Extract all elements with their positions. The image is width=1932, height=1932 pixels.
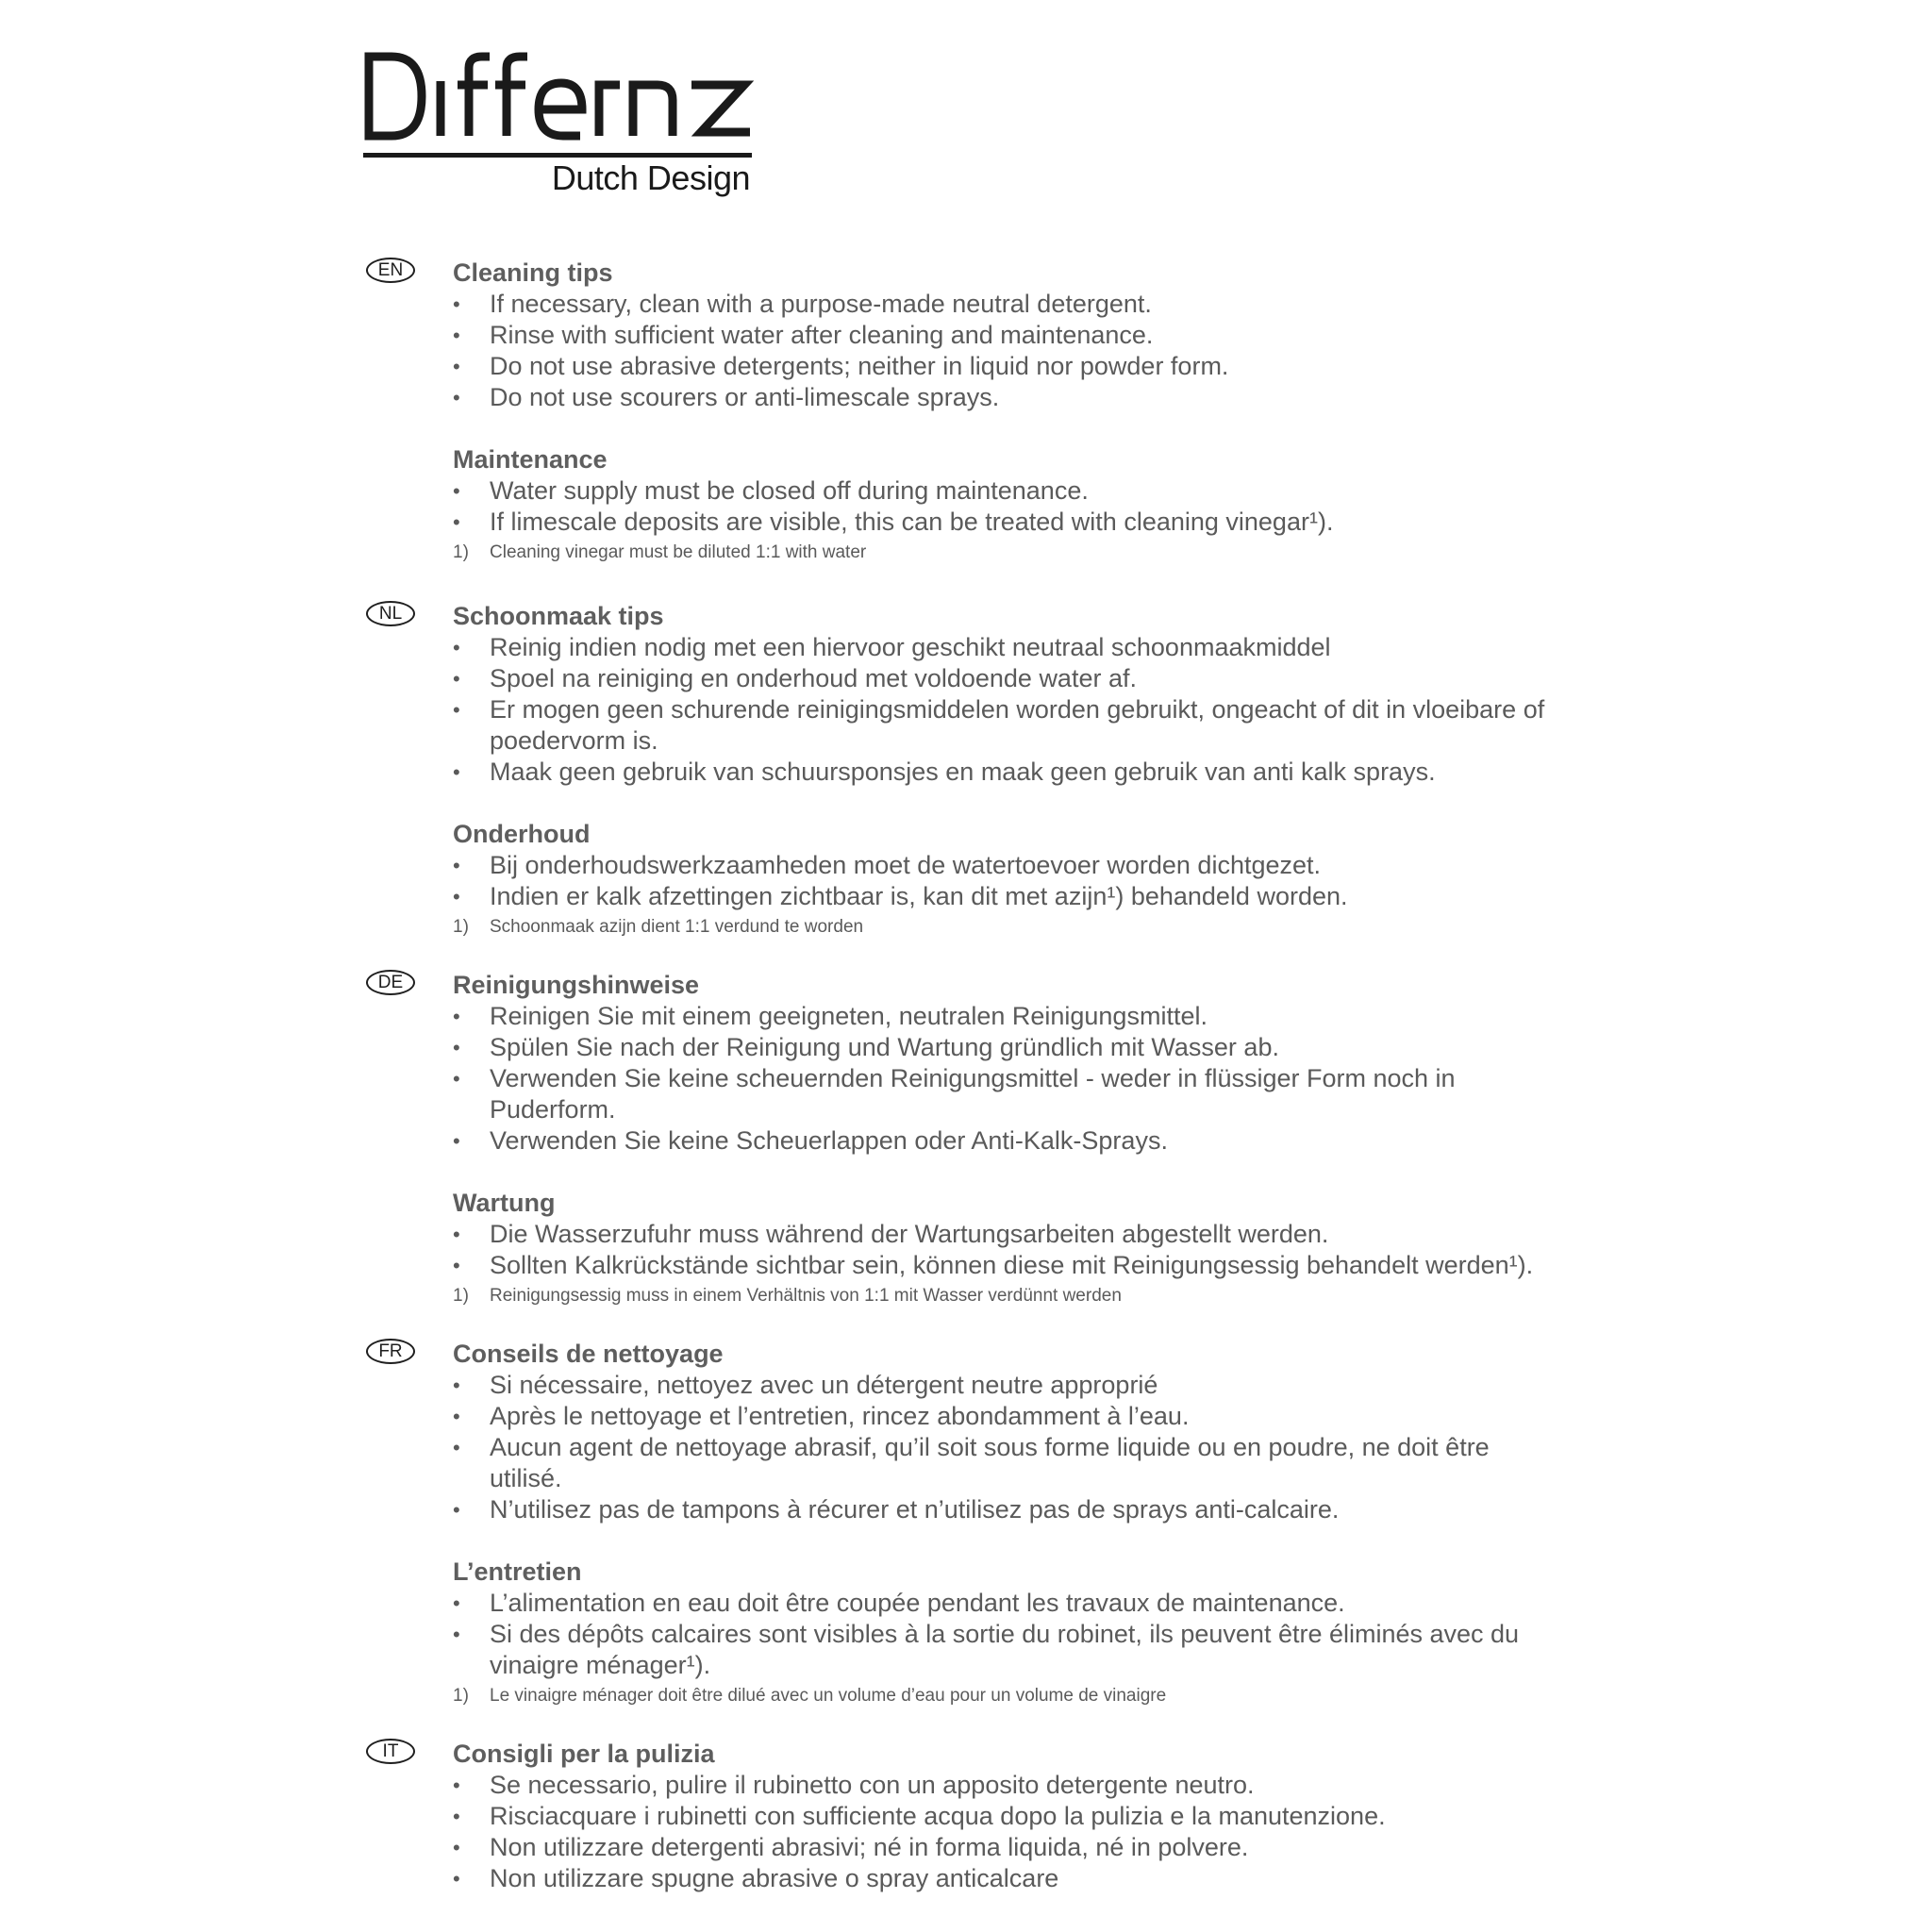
section-nl — [0, 601, 1932, 941]
list-item: • Spoel na reiniging en onderhoud met voldoende water af. — [453, 664, 1137, 692]
list-item: • Indien er kalk afzettingen zichtbaar is, kan dit met azijn¹) behandeld worden. — [453, 882, 1348, 910]
list-item: • Si des dépôts calcaires sont visibles à la sortie du robinet, ils peuvent être éliminés avec du vinaigre ménager¹). — [453, 1620, 1520, 1679]
list-item: • Reinig indien nodig met een hiervoor geschikt neutraal schoonmaakmiddel — [453, 633, 1331, 661]
section-en — [0, 258, 1932, 566]
cleaning-tips-heading: Schoonmaak tips — [453, 602, 664, 630]
list-item: • Non utilizzare spugne abrasive o spray anticalcare — [453, 1864, 1059, 1892]
language-badge-nl: NL — [366, 601, 415, 626]
list-item: • Rinse with sufficient water after cleaning and maintenance. — [453, 321, 1154, 349]
language-badge-it: IT — [366, 1739, 415, 1764]
list-item: • Die Wasserzufuhr muss während der Wartungsarbeiten abgestellt werden. — [453, 1220, 1329, 1248]
section-fr — [0, 1339, 1932, 1709]
cleaning-tips-heading: Consigli per la pulizia — [453, 1740, 715, 1768]
cleaning-tips-list — [453, 1001, 1566, 1157]
list-item: • Bij onderhoudswerkzaamheden moet de watertoevoer worden dichtgezet. — [453, 851, 1322, 879]
footnote: 1) Schoonmaak azijn dient 1:1 verdund te worden — [453, 917, 864, 937]
maintenance-list — [453, 850, 1566, 912]
maintenance-list — [453, 1219, 1566, 1281]
cleaning-tips-list — [453, 1770, 1566, 1894]
list-item: • If necessary, clean with a purpose-made neutral detergent. — [453, 290, 1152, 318]
language-badge-fr: FR — [366, 1339, 415, 1364]
list-item: • Verwenden Sie keine Scheuerlappen oder Anti-Kalk-Sprays. — [453, 1126, 1168, 1155]
brand-logo — [363, 47, 759, 208]
list-item: • N’utilisez pas de tampons à récurer et n’utilisez pas de sprays anti-calcaire. — [453, 1495, 1340, 1524]
cleaning-tips-heading: Conseils de nettoyage — [453, 1340, 724, 1368]
footnote: 1) Cleaning vinegar must be diluted 1:1 with water — [453, 542, 867, 562]
list-item: • Après le nettoyage et l’entretien, rincez abondamment à l’eau. — [453, 1402, 1190, 1430]
list-item: • Reinigen Sie mit einem geeigneten, neutralen Reinigungsmittel. — [453, 1002, 1208, 1030]
cleaning-tips-heading: Reinigungshinweise — [453, 971, 700, 999]
footnote: 1) Le vinaigre ménager doit être dilué avec un volume d’eau pour un volume de vinaigre — [453, 1686, 1167, 1706]
maintenance-heading: L’entretien — [453, 1557, 582, 1586]
list-item: • Non utilizzare detergenti abrasivi; né in forma liquida, né in polvere. — [453, 1833, 1249, 1861]
maintenance-list — [453, 475, 1566, 538]
list-item: • Sollten Kalkrückstände sichtbar sein, können diese mit Reinigungsessig behandelt werden¹). — [453, 1251, 1534, 1279]
list-item: • Spülen Sie nach der Reinigung und Wartung gründlich mit Wasser ab. — [453, 1033, 1279, 1061]
cleaning-tips-heading: Cleaning tips — [453, 258, 613, 287]
cleaning-tips-list — [453, 1370, 1566, 1525]
list-item: • Se necessario, pulire il rubinetto con un apposito detergente neutro. — [453, 1771, 1255, 1799]
list-item: • Water supply must be closed off during maintenance. — [453, 476, 1089, 505]
brand-logo-wordmark — [363, 47, 759, 160]
list-item: • Verwenden Sie keine scheuernden Reinigungsmittel - weder in flüssiger Form noch in Puderform. — [453, 1064, 1456, 1124]
cleaning-tips-list — [453, 289, 1566, 413]
cleaning-tips-list — [453, 632, 1566, 788]
list-item: • Er mogen geen schurende reinigingsmiddelen worden gebruikt, ongeacht of dit in vloeibare of poedervorm is. — [453, 695, 1545, 755]
list-item: • Si nécessaire, nettoyez avec un détergent neutre approprié — [453, 1371, 1158, 1399]
list-item: • Maak geen gebruik van schuursponsjes en maak geen gebruik van anti kalk sprays. — [453, 758, 1436, 786]
language-badge-en: EN — [366, 258, 415, 283]
list-item: • Aucun agent de nettoyage abrasif, qu’il soit sous forme liquide ou en poudre, ne doit être utilisé. — [453, 1433, 1490, 1492]
list-item: • Do not use abrasive detergents; neither in liquid nor powder form. — [453, 352, 1229, 380]
list-item: • Do not use scourers or anti-limescale sprays. — [453, 383, 1000, 411]
maintenance-heading: Wartung — [453, 1189, 556, 1217]
list-item: • L’alimentation en eau doit être coupée pendant les travaux de maintenance. — [453, 1589, 1345, 1617]
brand-tagline: Dutch Design — [551, 158, 750, 197]
list-item: • Risciacquare i rubinetti con sufficiente acqua dopo la pulizia e la manutenzione. — [453, 1802, 1386, 1830]
list-item: • If limescale deposits are visible, this can be treated with cleaning vinegar¹). — [453, 508, 1334, 536]
language-badge-de: DE — [366, 970, 415, 995]
section-de — [0, 970, 1932, 1309]
maintenance-list — [453, 1588, 1566, 1681]
maintenance-heading: Maintenance — [453, 445, 608, 474]
maintenance-heading: Onderhoud — [453, 820, 591, 848]
section-it — [0, 1739, 1932, 1894]
footnote: 1) Reinigungsessig muss in einem Verhältnis von 1:1 mit Wasser verdünnt werden — [453, 1286, 1122, 1306]
